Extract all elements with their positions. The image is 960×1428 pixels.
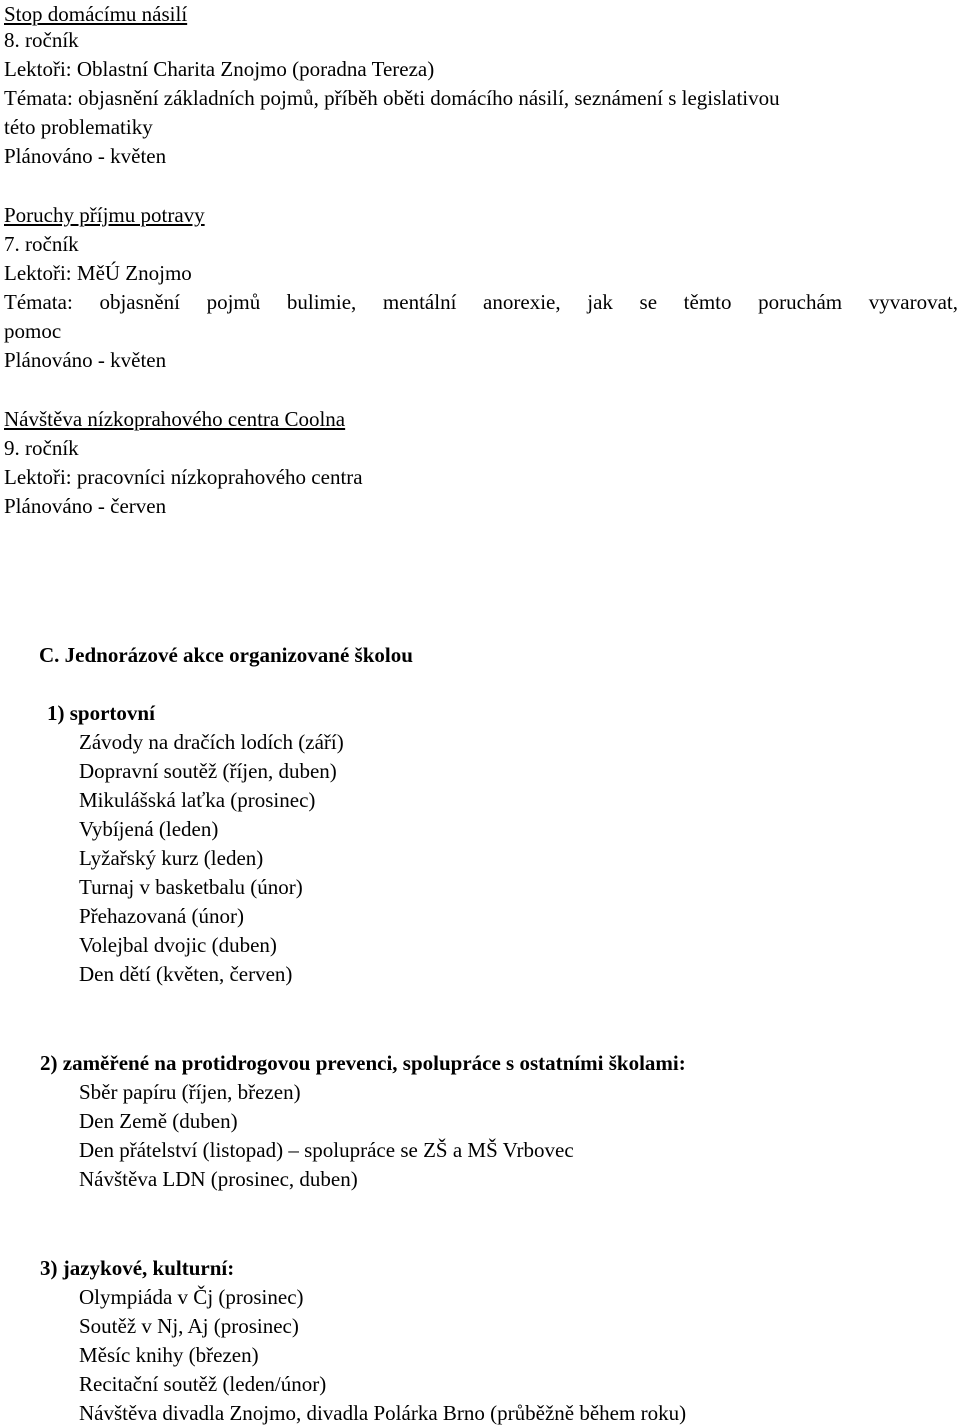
list-item: Soutěž v Nj, Aj (prosinec) xyxy=(79,1314,299,1338)
group-title: 3) jazykové, kulturní: xyxy=(40,1256,235,1280)
list-item: Den Země (duben) xyxy=(79,1109,238,1133)
program-topics-line1: Témata: objasnění základních pojmů, příběh oběti domácího násilí, seznámení s legislativou xyxy=(4,86,780,110)
list-item: Mikulášská laťka (prosinec) xyxy=(79,788,316,812)
program-planned: Plánováno - květen xyxy=(4,144,167,168)
program-title: Poruchy příjmu potravy xyxy=(4,203,205,227)
list-item: Volejbal dvojic (duben) xyxy=(79,933,277,957)
list-item: Lyžařský kurz (leden) xyxy=(79,846,264,870)
program-topics-line2: této problematiky xyxy=(4,115,153,139)
program-planned: Plánováno - červen xyxy=(4,494,167,518)
program-title: Stop domácímu násilí xyxy=(4,2,188,26)
list-item: Závody na dračích lodích (září) xyxy=(79,730,344,754)
program-lecturers: Lektoři: MěÚ Znojmo xyxy=(4,261,192,285)
group-title: 2) zaměřené na protidrogovou prevenci, spolupráce s ostatními školami: xyxy=(40,1051,686,1075)
program-grade: 8. ročník xyxy=(4,28,79,52)
list-item: Den dětí (květen, červen) xyxy=(79,962,293,986)
section-heading: C. Jednorázové akce organizované školou xyxy=(39,643,413,667)
list-item: Den přátelství (listopad) – spolupráce se ZŠ a MŠ Vrbovec xyxy=(79,1138,574,1162)
program-grade: 7. ročník xyxy=(4,232,79,256)
list-item: Sběr papíru (říjen, březen) xyxy=(79,1080,301,1104)
list-item: Olympiáda v Čj (prosinec) xyxy=(79,1285,304,1309)
program-lecturers: Lektoři: pracovníci nízkoprahového centra xyxy=(4,465,363,489)
program-grade: 9. ročník xyxy=(4,436,79,460)
list-item: Recitační soutěž (leden/únor) xyxy=(79,1372,327,1396)
program-lecturers: Lektoři: Oblastní Charita Znojmo (poradna Tereza) xyxy=(4,57,435,81)
program-topics-line2: pomoc xyxy=(4,319,62,343)
group-title: 1) sportovní xyxy=(47,701,155,725)
program-title: Návštěva nízkoprahového centra Coolna xyxy=(4,407,346,431)
program-topics-line1: Témata: objasnění pojmů bulimie, mentální anorexie, jak se těmto poruchám vyvarovat, xyxy=(4,290,958,314)
list-item: Návštěva LDN (prosinec, duben) xyxy=(79,1167,358,1191)
list-item: Vybíjená (leden) xyxy=(79,817,219,841)
list-item: Měsíc knihy (březen) xyxy=(79,1343,259,1367)
list-item: Turnaj v basketbalu (únor) xyxy=(79,875,303,899)
list-item: Přehazovaná (únor) xyxy=(79,904,245,928)
list-item: Dopravní soutěž (říjen, duben) xyxy=(79,759,337,783)
program-planned: Plánováno - květen xyxy=(4,348,167,372)
list-item: Návštěva divadla Znojmo, divadla Polárka Brno (průběžně během roku) xyxy=(79,1401,687,1425)
